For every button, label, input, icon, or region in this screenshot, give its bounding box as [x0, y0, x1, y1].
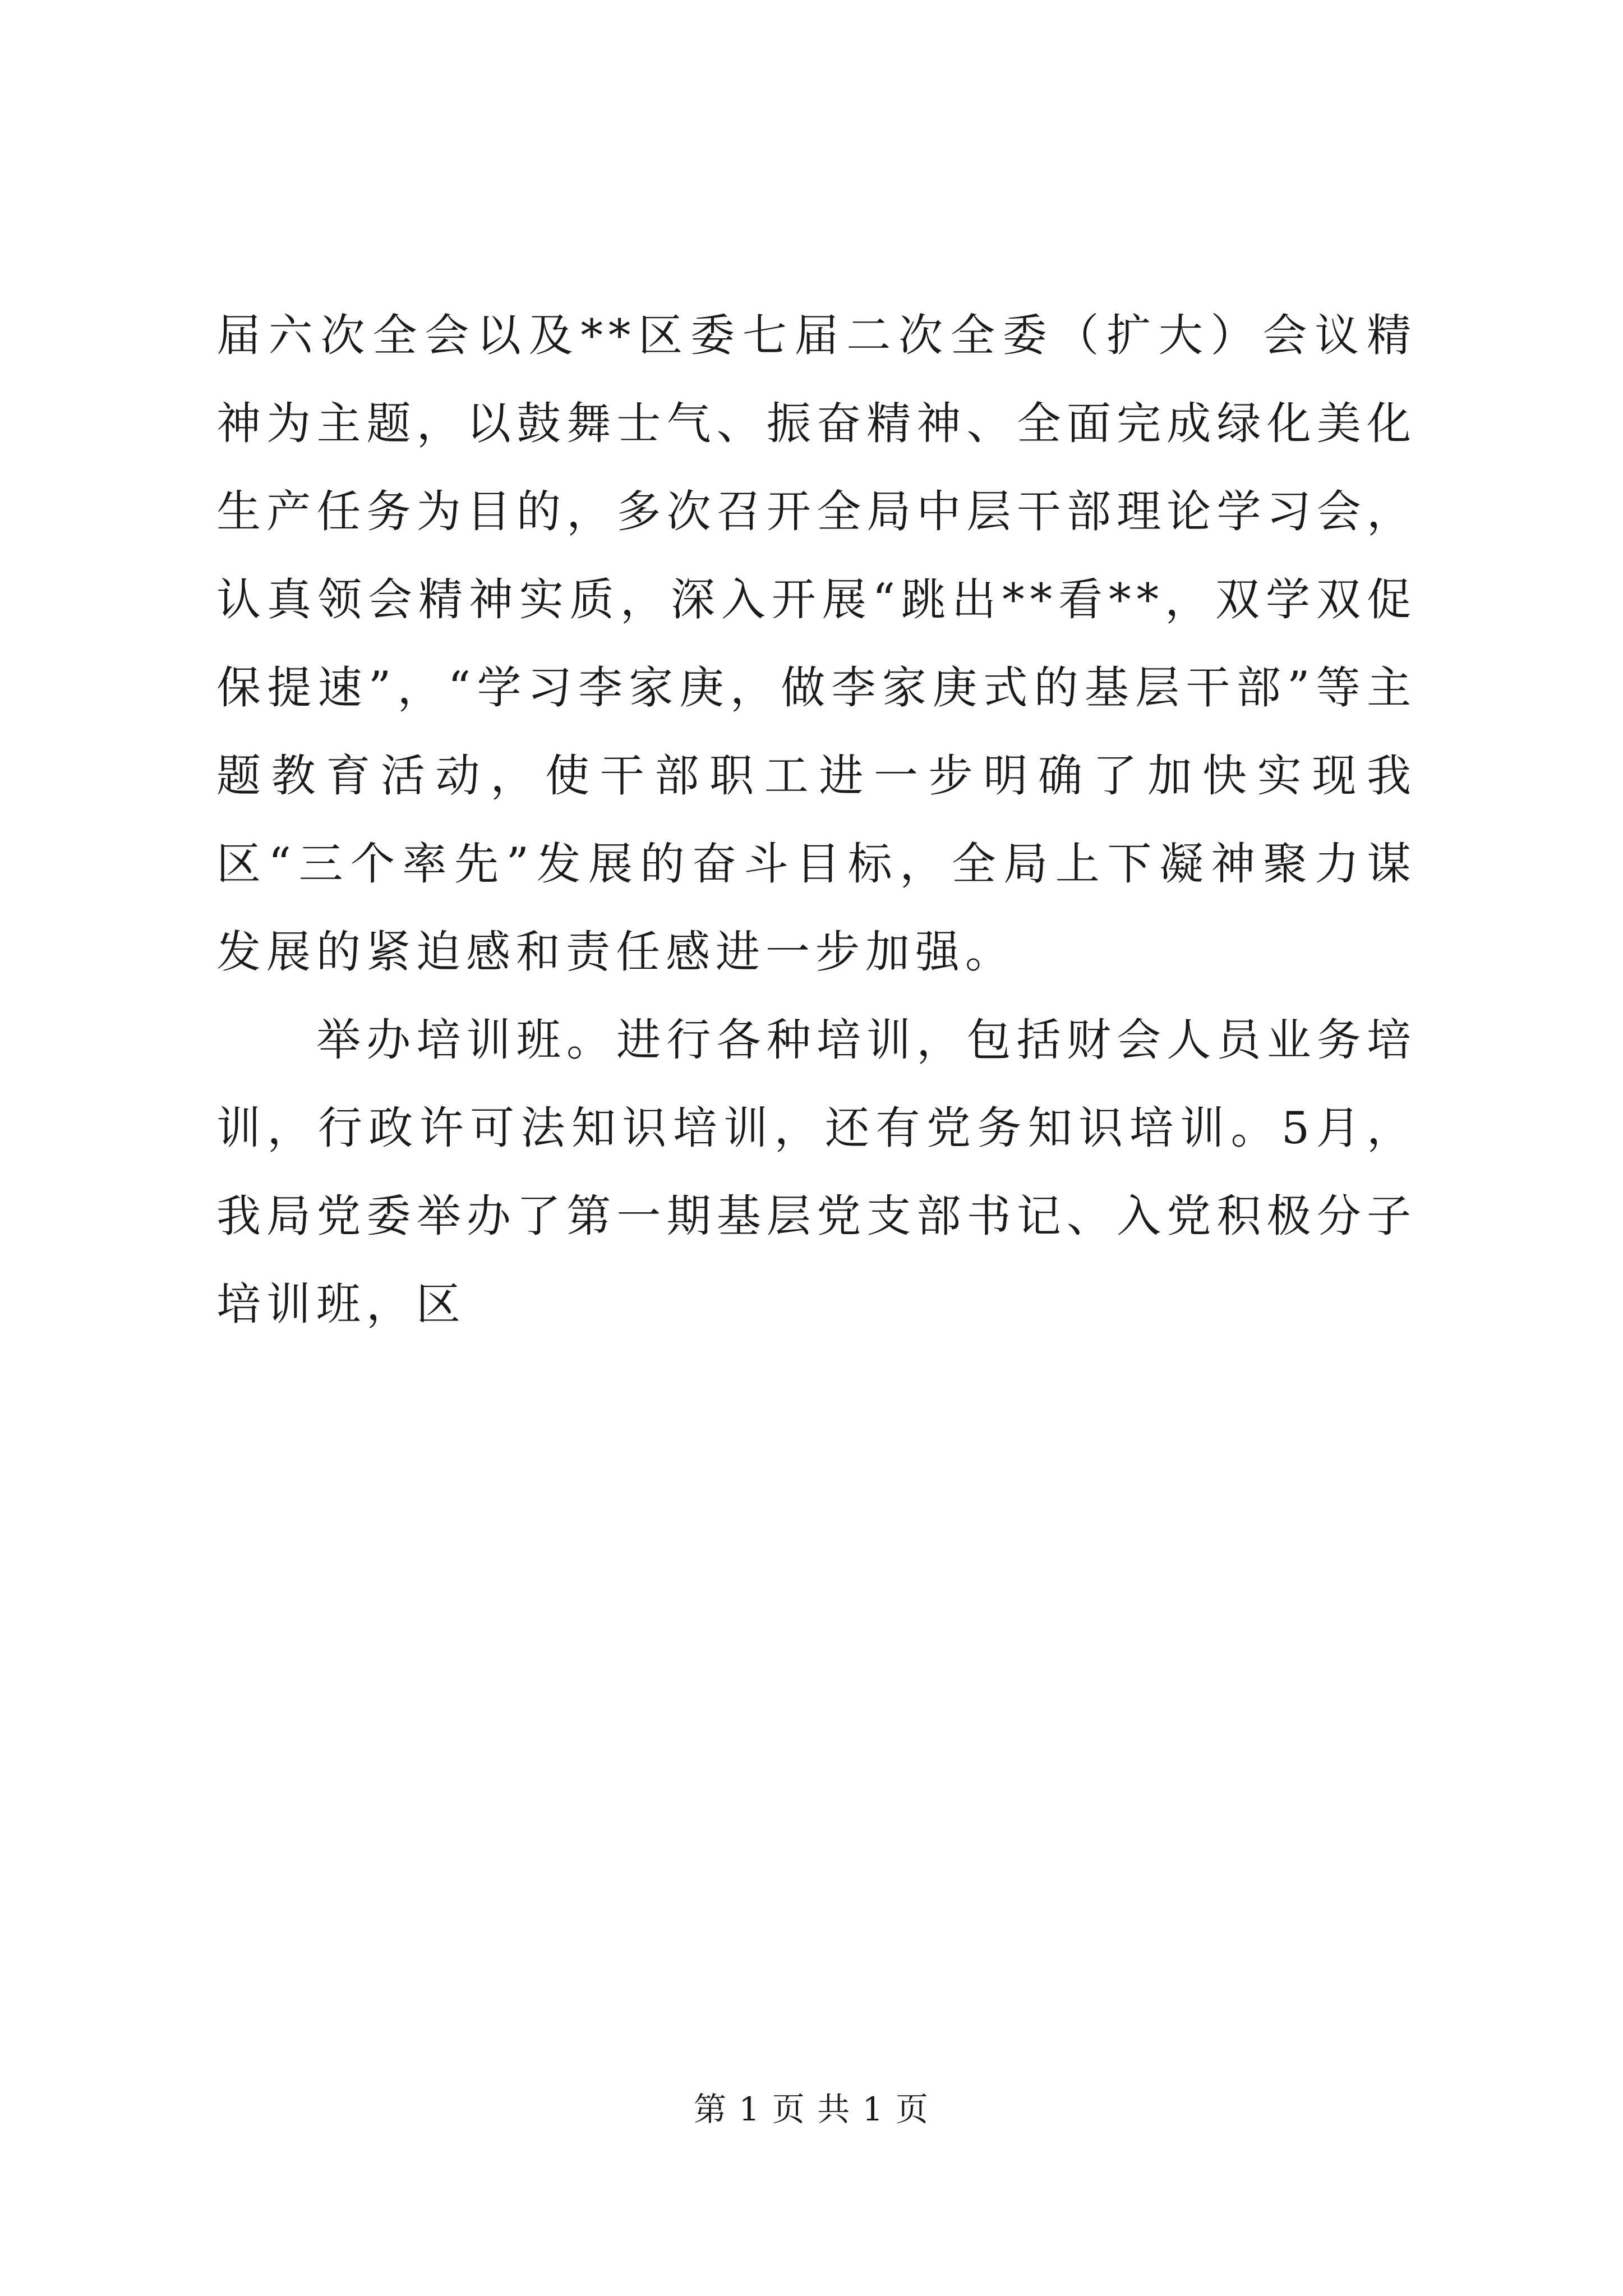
paragraph-training: 举办培训班。进行各种培训，包括财会人员业务培训，行政许可法知识培训，还有党务知识培训。5月，我局党委举办了第一期基层党支部书记、入党积极分子培训班，区 — [216, 1014, 1417, 1330]
paragraph-continued: 届六次全会以及**区委七届二次全委（扩大）会议精神为主题，以鼓舞士气、振奋精神、全面完成绿化美化生产任务为目的，多次召开全局中层干部理论学习会，认真领会精神实质，深入开展“跳出**看**，双学双促保提速”，“学习李家庚，做李家庚式的基层干部”等主题教育活动，使干部职工进一步明确了加快实现我区“三个率先”发展的奋斗目标，全局上下凝神聚力谋发展的紧迫感和责任感进一步加强。 — [216, 310, 1417, 978]
document-body — [216, 292, 1417, 1349]
page-number-footer: 第 1 页 共 1 页 — [694, 2090, 929, 2128]
